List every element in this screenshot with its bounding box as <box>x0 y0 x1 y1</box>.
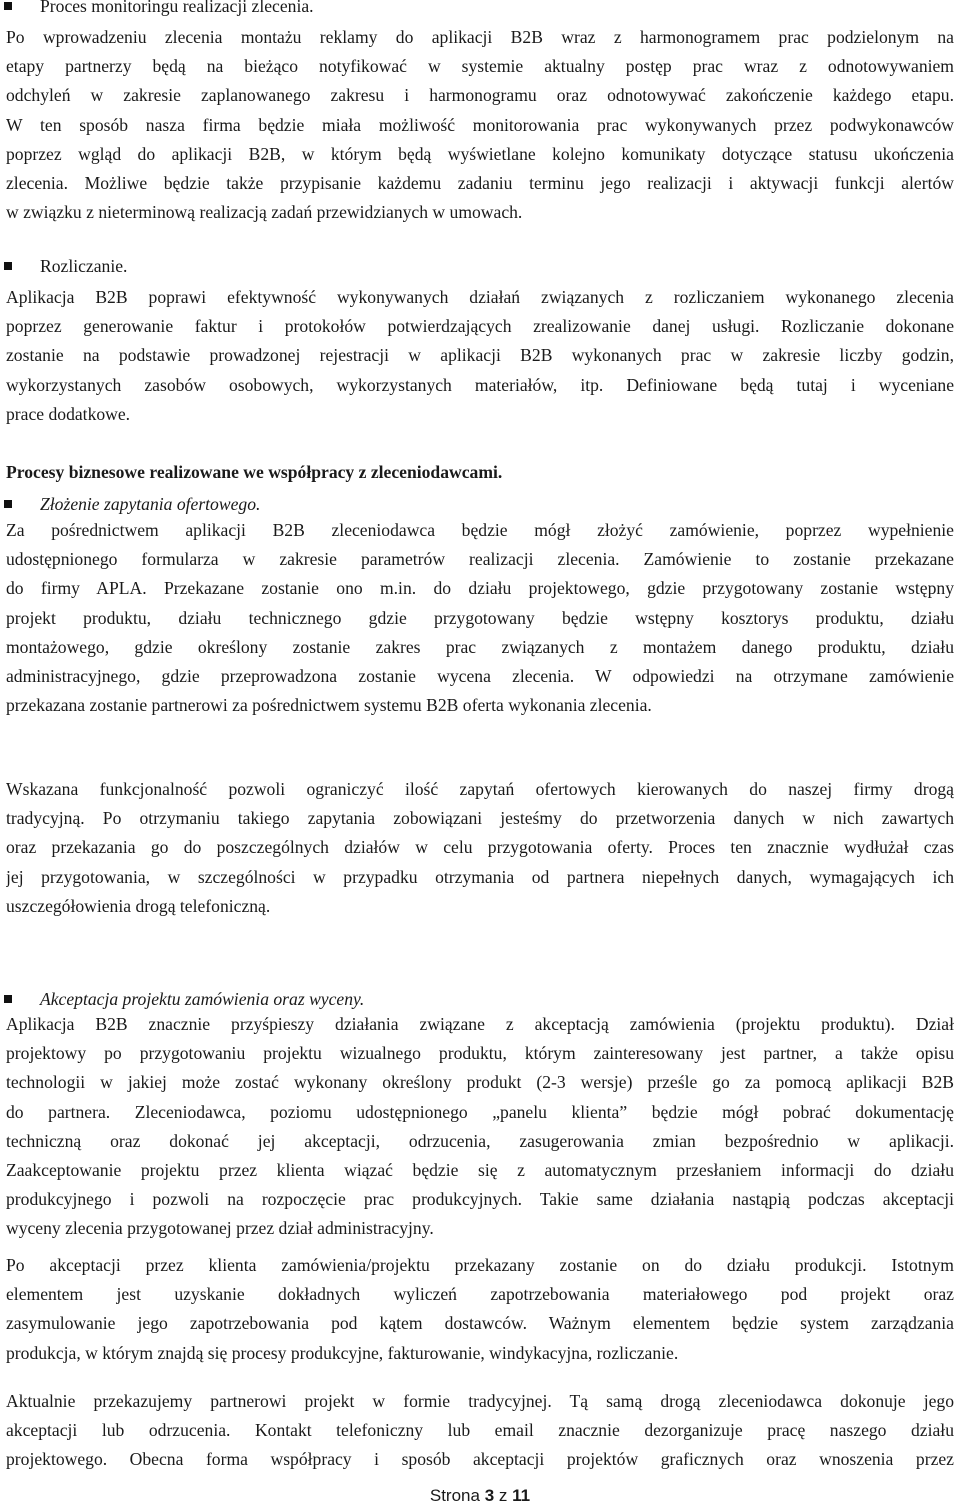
bullet-monitoring <box>40 0 314 21</box>
text-line: odchyleń w zakresie zaplanowanego zakresu i harmonogramu oraz odnotowywać zakończenie każdego etapu. <box>6 85 954 106</box>
paragraph-current-process <box>6 1387 954 1475</box>
text-line: techniczną oraz dokonać jej akceptacji, odrzucenia, zasugerowania zmian bezpośrednio w aplikacji. <box>6 1130 954 1151</box>
text-line: w związku z nieterminową realizacją zadań przewidzianych w umowach. <box>6 202 523 223</box>
text-line: administracyjnego, gdzie przeprowadzona zostanie wycena zlecenia. W odpowiedzi na otrzymane zamówienie <box>6 665 954 686</box>
text-line: Aplikacja B2B poprawi efektywność wykonywanych działań związanych z rozliczaniem wykonanego zlecenia <box>6 287 954 307</box>
text-line: akceptacji lub odrzucenia. Kontakt telefoniczny lub email znacznie dezorganizuje pracę naszego działu <box>6 1420 954 1441</box>
paragraph-production <box>6 1251 954 1368</box>
text-line: Aktualnie przekazujemy partnerowi projekt w formie tradycyjnej. Tą samą drogą zleceniodawca dokonuje jego <box>6 1391 954 1411</box>
text-line: Aplikacja B2B znacznie przyśpieszy działania związane z akceptacją zamówienia (projektu produktu). Dział <box>6 1014 954 1034</box>
page-total: 11 <box>512 1486 531 1505</box>
text-line: poprzez generowanie faktur i protokołów potwierdzających zrealizowanie danej usługi. Rozliczanie dokonane <box>6 316 954 337</box>
text-line: projekt produktu, działu technicznego gdzie przygotowany będzie wstępny kosztorys produktu, działu <box>6 607 954 628</box>
paragraph-functionality <box>6 775 954 921</box>
text-line: przekazana zostanie partnerowi za pośrednictwem systemu B2B oferta wykonania zlecenia. <box>6 695 652 716</box>
paragraph-settlement <box>6 283 954 429</box>
text-line: jej przygotowania, w szczególności w przypadku otrzymania od partnera niepełnych danych, wymagających ich <box>6 866 954 887</box>
text-line: projektowy po przygotowaniu projektu wizualnego produktu, którym zainteresowany jest partner, a także opisu <box>6 1043 954 1064</box>
text-line: oraz przekazania go do poszczególnych działów w celu przygotowania oferty. Proces ten znacznie wydłużał czas <box>6 837 954 858</box>
paragraph-offer-request <box>6 516 954 720</box>
paragraph-monitoring <box>6 23 954 227</box>
text-line: do partnera. Zleceniodawca, poziomu udostępnionego „panelu klienta” będzie mógł pobrać dokumentację <box>6 1101 954 1122</box>
text-line: produkcja, w którym znajdą się procesy produkcyjne, fakturowanie, windykacyjna, rozliczanie. <box>6 1342 679 1363</box>
square-bullet-icon <box>4 262 12 270</box>
text-line: Po akceptacji przez klienta zamówienia/projektu przekazany zostanie on do działu produkcji. Istotnym <box>6 1255 954 1275</box>
bullet-label: Proces monitoringu realizacji zlecenia. <box>40 0 314 16</box>
paragraph-acceptance <box>6 1010 954 1244</box>
text-line: produkcyjnego i pozwoli na rozpoczęcie prac produkcyjnych. Takie same działania nastąpią podczas akceptacji <box>6 1189 954 1210</box>
text-line: technologii w jakiej może zostać wykonany określony produkt (2-3 wersje) prześle go za pomocą aplikacji B2B <box>6 1072 954 1093</box>
text-line: zlecenia. Możliwe będzie także przypisanie każdemu zadaniu terminu jego realizacji i aktywacji funkcji alertów <box>6 172 954 193</box>
text-line: poprzez wgląd do aplikacji B2B, w którym będą wyświetlane kolejno komunikaty dotyczące statusu ukończenia <box>6 143 954 164</box>
square-bullet-icon <box>4 2 12 10</box>
page-label: Strona <box>429 1486 480 1505</box>
bullet-settlement <box>40 252 127 281</box>
text-line: montażowego, gdzie określony zostanie zakres prac związanych z montażem danego produktu, działu <box>6 636 954 657</box>
text-line: elementem jest uzyskanie dokładnych wyliczeń zapotrzebowania materiałowego pod projekt oraz <box>6 1284 954 1305</box>
bullet-label: Złożenie zapytania ofertowego. <box>40 494 261 514</box>
square-bullet-icon <box>4 995 12 1003</box>
text-line: do firmy APLA. Przekazane zostanie ono m.in. do działu projektowego, gdzie przygotowany zostanie wstępny <box>6 578 954 599</box>
text-line: projektowego. Obecna forma współpracy i sposób akceptacji projektów graficznych oraz wnoszenia przez <box>6 1449 954 1470</box>
text-line: zasymulowanie jego zapotrzebowania pod kątem dostawców. Ważnym elementem będzie system zarządzania <box>6 1313 954 1334</box>
bullet-offer-request <box>40 490 260 519</box>
page-sep: z <box>498 1486 508 1505</box>
text-line: wyceny zlecenia przygotowanej przez dział administracyjny. <box>6 1218 434 1239</box>
text-line: Po wprowadzeniu zlecenia montażu reklamy do aplikacji B2B wraz z harmonogramem prac podzielonym na <box>6 27 954 47</box>
section-heading: Procesy biznesowe realizowane we współpracy z zleceniodawcami. <box>6 462 503 482</box>
text-line: zostanie na podstawie prowadzonej rejestracji w aplikacji B2B wykonanych prac w zakresie liczby godzin, <box>6 345 954 366</box>
text-line: Za pośrednictwem aplikacji B2B zleceniodawca będzie mógł złożyć zamówienie, poprzez wypełnienie <box>6 520 954 540</box>
text-line: Zaakceptowanie projektu przez klienta wiązać będzie się z automatycznym przesłaniem informacji do działu <box>6 1159 954 1180</box>
bullet-label: Akceptacja projektu zamówienia oraz wyceny. <box>40 989 365 1009</box>
text-line: wykorzystanych zasobów osobowych, wykorzystanych materiałów, itp. Definiowane będą tutaj i wyceniane <box>6 374 954 395</box>
text-line: udostępnionego formularza w zakresie parametrów realizacji zlecenia. Zamówienie to zostanie przekazane <box>6 549 954 570</box>
text-line: tradycyjną. Po otrzymaniu takiego zapytania zobowiązani jesteśmy do przetworzenia danych w nich zawartych <box>6 808 954 829</box>
page-footer <box>0 1485 960 1507</box>
text-line: prace dodatkowe. <box>6 403 131 424</box>
bullet-label: Rozliczanie. <box>40 256 128 276</box>
page-current: 3 <box>484 1486 495 1505</box>
text-line: W ten sposób nasza firma będzie miała możliwość monitorowania prac wykonywanych przez podwykonawców <box>6 114 954 135</box>
text-line: etapy partnerzy będą na bieżąco notyfikować w systemie aktualny postęp prac wraz z odnotowywaniem <box>6 56 954 77</box>
text-line: Wskazana funkcjonalność pozwoli ograniczyć ilość zapytań ofertowych kierowanych do naszej firmy drogą <box>6 779 954 799</box>
square-bullet-icon <box>4 500 12 508</box>
text-line: uszczegółowienia drogą telefoniczną. <box>6 895 271 916</box>
